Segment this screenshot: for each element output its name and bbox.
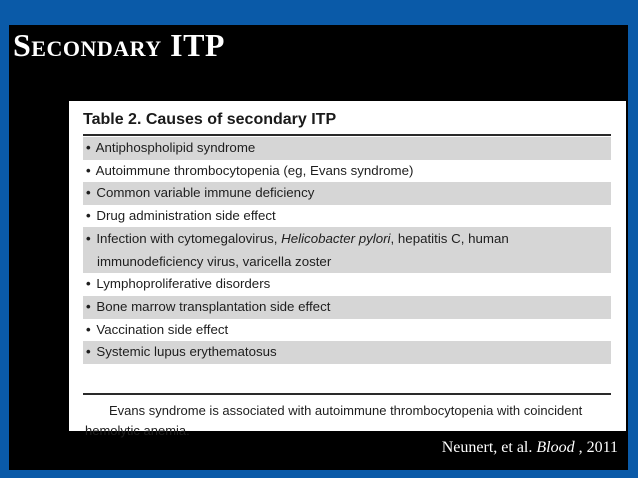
table-bottom-rule	[83, 393, 611, 395]
row-text: Bone marrow transplantation side effect	[96, 298, 331, 314]
table-heading: Table 2. Causes of secondary ITP	[83, 111, 337, 128]
bullet-icon: •	[86, 185, 91, 201]
bullet-icon: •	[86, 162, 91, 178]
citation-authors: Neunert, et al.	[441, 439, 533, 456]
slide-title: Secondary ITP	[13, 27, 225, 63]
citation	[442, 439, 618, 457]
bullet-icon: •	[86, 231, 91, 247]
bullet-icon: •	[86, 298, 91, 314]
row-text: Lymphoproliferative disorders	[96, 276, 271, 292]
table-row	[83, 137, 611, 160]
table-row	[83, 227, 611, 273]
bullet-icon: •	[86, 140, 91, 155]
table-row	[83, 296, 611, 319]
table-footnote: Evans syndrome is associated with autoimmune thrombocytopenia with coincident hemolytic anemia.	[85, 403, 583, 438]
row-text: , hepatitis C, human	[390, 231, 509, 247]
table-row	[83, 160, 611, 183]
table-row	[83, 273, 611, 296]
citation-journal: Blood	[536, 439, 575, 456]
row-text-continued: immunodeficiency virus, varicella zoster	[97, 254, 332, 270]
slide	[9, 25, 628, 470]
row-text: Autoimmune thrombocytopenia (eg, Evans syndrome)	[95, 162, 414, 178]
bullet-icon: •	[86, 276, 91, 292]
row-text: Antiphospholipid syndrome	[95, 140, 256, 155]
bullet-icon: •	[86, 207, 91, 223]
table-row	[83, 205, 611, 228]
row-text: Common variable immune deficiency	[96, 185, 315, 201]
table-top-rule	[83, 134, 611, 136]
table-rows	[83, 137, 611, 364]
bullet-icon: •	[86, 344, 91, 360]
table-row	[83, 341, 611, 364]
row-text: Systemic lupus erythematosus	[96, 344, 277, 360]
table-row	[83, 182, 611, 205]
row-text: Vaccination side effect	[96, 321, 229, 337]
table-image	[69, 101, 626, 438]
row-text-italic: Helicobacter pylori	[281, 231, 391, 247]
table-row	[83, 319, 611, 342]
row-text: Drug administration side effect	[96, 207, 276, 223]
citation-year: , 2011	[578, 439, 618, 456]
row-text: Infection with cytomegalovirus,	[96, 231, 278, 247]
bullet-icon: •	[86, 321, 91, 337]
